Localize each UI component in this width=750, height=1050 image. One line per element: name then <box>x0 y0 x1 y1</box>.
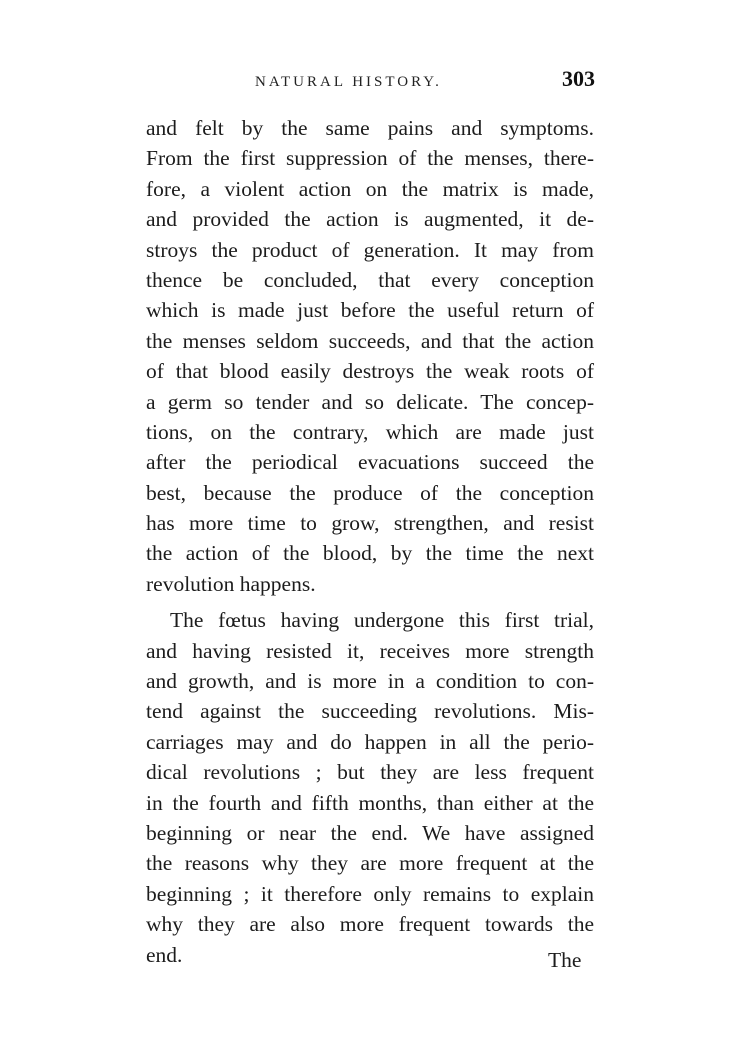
text-line: the reasons why they are more frequent at the <box>146 851 594 876</box>
catchword: The <box>548 948 582 972</box>
body-text <box>146 113 594 970</box>
text-line: and having resisted it, receives more strength <box>146 638 594 663</box>
text-line: revolution happens. <box>146 571 316 596</box>
text-line: which is made just before the useful return of <box>146 298 594 323</box>
text-line: the action of the blood, by the time the next <box>146 541 594 566</box>
text-line: tions, on the contrary, which are made just <box>146 419 594 444</box>
text-line: why they are also more frequent towards the <box>146 912 594 937</box>
text-line: beginning or near the end. We have assigned <box>146 820 594 845</box>
text-line: beginning ; it therefore only remains to explain <box>146 881 594 906</box>
paragraph-2 <box>146 605 594 970</box>
text-line: and felt by the same pains and symptoms. <box>146 116 594 140</box>
text-line: of that blood easily destroys the weak roots of <box>146 359 594 384</box>
text-line: From the first suppression of the menses, there- <box>146 146 594 171</box>
text-line: carriages may and do happen in all the perio- <box>146 729 594 754</box>
text-line: best, because the produce of the conception <box>146 480 594 505</box>
text-line: The fœtus having undergone this first trial, <box>170 608 594 633</box>
text-line: stroys the product of generation. It may from <box>146 237 594 262</box>
text-line: a germ so tender and so delicate. The concep- <box>146 389 594 414</box>
text-line: the menses seldom succeeds, and that the action <box>146 328 594 353</box>
page-number: 303 <box>562 66 595 91</box>
text-line: end. <box>146 942 183 967</box>
text-line: thence be concluded, that every conception <box>146 267 594 292</box>
text-line: tend against the succeeding revolutions. Mis- <box>146 699 594 724</box>
text-line: dical revolutions ; but they are less frequent <box>146 760 594 785</box>
running-head: NATURAL HISTORY. <box>255 74 442 90</box>
text-line: and growth, and is more in a condition to con- <box>146 669 594 694</box>
paragraph-1 <box>146 113 594 599</box>
text-line: has more time to grow, strengthen, and resist <box>146 511 594 536</box>
text-line: fore, a violent action on the matrix is made, <box>146 176 594 201</box>
text-line: in the fourth and fifth months, than either at the <box>146 790 594 815</box>
text-line: and provided the action is augmented, it de- <box>146 207 594 232</box>
text-line: after the periodical evacuations succeed the <box>146 450 594 475</box>
